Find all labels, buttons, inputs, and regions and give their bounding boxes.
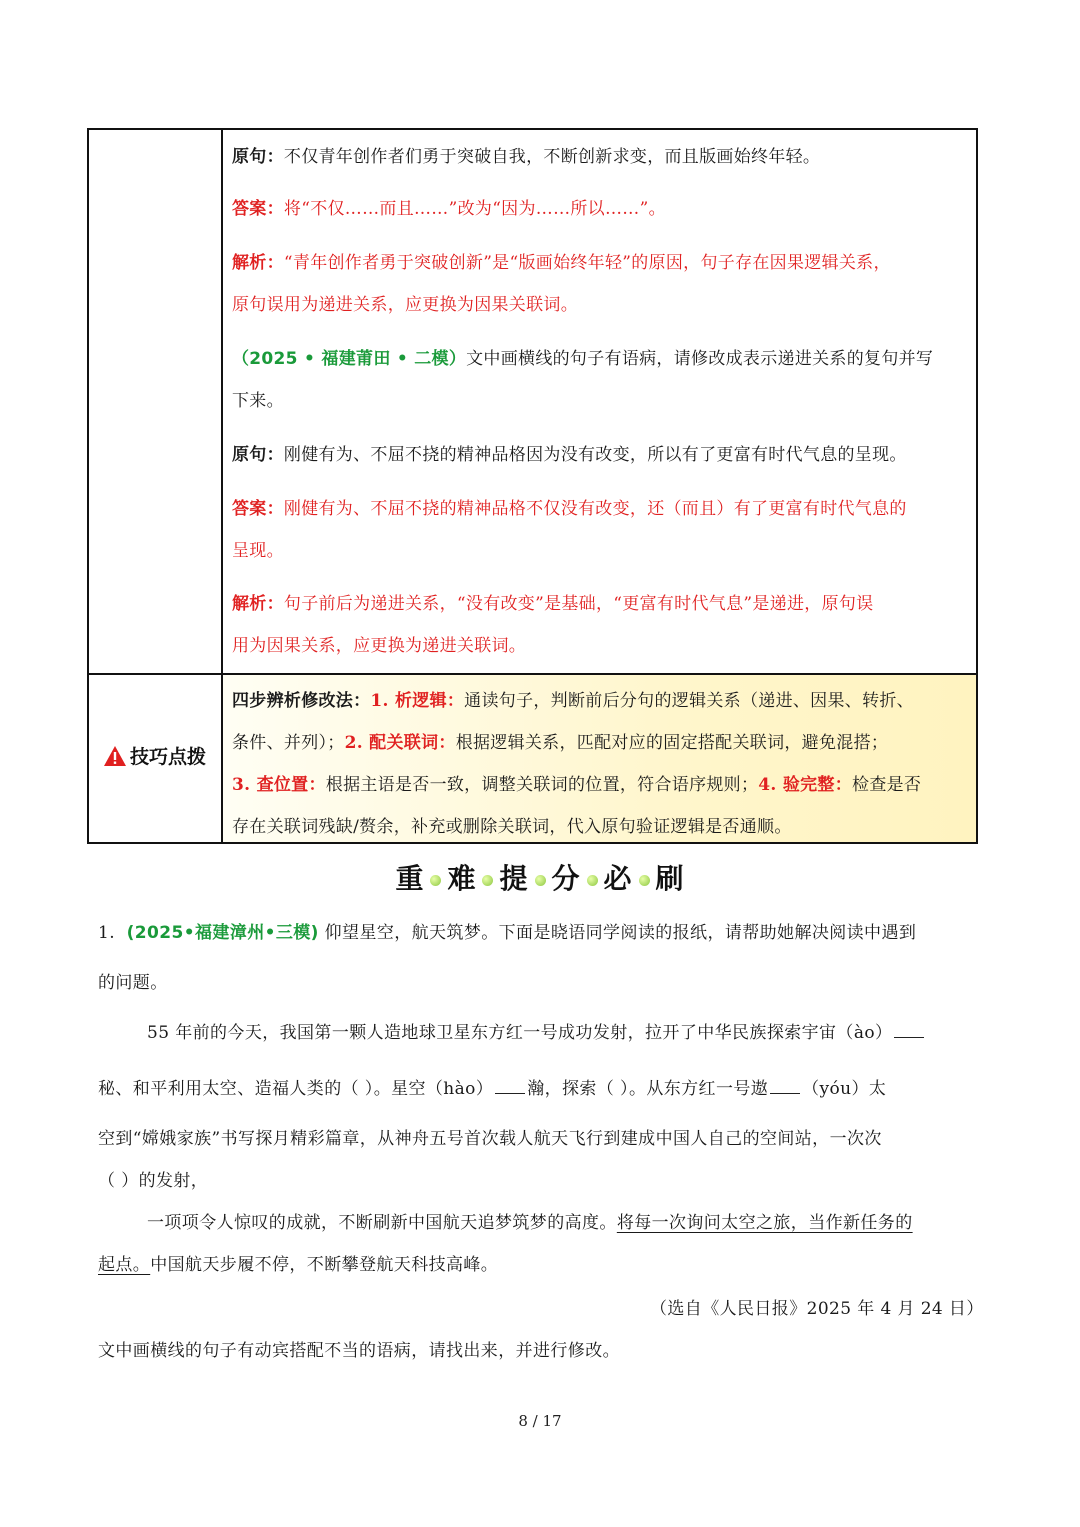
row-divider xyxy=(89,673,976,675)
tips-label: 技巧点拨 xyxy=(103,742,206,769)
block2-original: 原句：刚健有为、不屈不挠的精神品格因为没有改变，所以有了更富有时代气息的呈现。 xyxy=(232,445,907,465)
block1-original: 原句：不仅青年创作者们勇于突破自我，不断创新求变，而且版画始终年轻。 xyxy=(232,147,821,167)
passage-line3: 空到“嫦娥家族”书写探月精彩篇章，从神舟五号首次载人航天飞行到建成中国人自己的空间站，一次次 xyxy=(98,1129,882,1149)
citation: （选自《人民日报》2025 年 4 月 24 日） xyxy=(650,1299,984,1319)
block2-question-line2: 下来。 xyxy=(232,391,284,411)
tips-line2: 条件、并列）；2. 配关联词：根据逻辑关系，匹配对应的固定搭配关联词，避免混搭； xyxy=(232,733,889,753)
question1-prompt: 文中画横线的句子有动宾搭配不当的语病，请找出来，并进行修改。 xyxy=(98,1341,620,1361)
passage-line5: 一项项令人惊叹的成就，不断刷新中国航天追梦筑梦的高度。将每一次询问太空之旅，当作新任务的 xyxy=(147,1213,913,1233)
page-number: 8 / 17 xyxy=(518,1412,562,1430)
tips-line3: 3. 查位置：根据主语是否一致，调整关联词的位置，符合语序规则；4. 验完整：检查是否 xyxy=(232,775,922,795)
block2-analysis-line1: 解析：句子前后为递进关系，“没有改变”是基础，“更富有时代气息”是递进，原句误 xyxy=(232,594,874,614)
block2-answer-line1: 答案：刚健有为、不屈不挠的精神品格不仅没有改变，还（而且）有了更富有时代气息的 xyxy=(232,499,907,519)
passage-line1: 55 年前的今天，我国第一颗人造地球卫星东方红一号成功发射，拉开了中华民族探索宇宙（ào） xyxy=(147,1018,926,1043)
block2-question-line1: （2025 • 福建莆田 • 二模）文中画横线的句子有语病，请修改成表示递进关系的复句并写 xyxy=(232,349,934,369)
passage-line6: 起点。中国航天步履不停，不断攀登航天科技高峰。 xyxy=(98,1255,499,1275)
question1-line2: 的问题。 xyxy=(98,973,168,993)
passage-line4: （ ）的发射， xyxy=(98,1171,209,1191)
section-heading: 重 难 提 分 必 刷 xyxy=(395,862,685,895)
block1-analysis-line1: 解析：“青年创作者勇于突破创新”是“版画始终年轻”的原因，句子存在因果逻辑关系， xyxy=(232,253,891,273)
question1-line1: 1. (2025•福建漳州•三模) 仰望星空，航天筑梦。下面是晓语同学阅读的报纸，请帮助她解决阅读中遇到 xyxy=(98,923,917,943)
block1-answer: 答案：将“不仅……而且……”改为“因为……所以……”。 xyxy=(232,199,666,219)
block2-analysis-line2: 用为因果关系，应更换为递进关联词。 xyxy=(232,636,527,656)
warning-icon xyxy=(103,745,127,767)
column-divider xyxy=(221,130,223,842)
block1-analysis-line2: 原句误用为递进关系，应更换为因果关联词。 xyxy=(232,295,578,315)
tips-line1: 四步辨析修改法：1. 析逻辑：通读句子，判断前后分句的逻辑关系（递进、因果、转折、 xyxy=(232,691,914,711)
passage-line2: 秘、和平利用太空、造福人类的（ ）。星空（hào） 瀚，探索（ ）。从东方红一号遨 （yóu）太 xyxy=(98,1079,887,1099)
exercise-table xyxy=(87,128,978,844)
block2-answer-line2: 呈现。 xyxy=(232,541,284,561)
tips-line4: 存在关联词残缺/赘余，补充或删除关联词，代入原句验证逻辑是否通顺。 xyxy=(232,817,792,837)
